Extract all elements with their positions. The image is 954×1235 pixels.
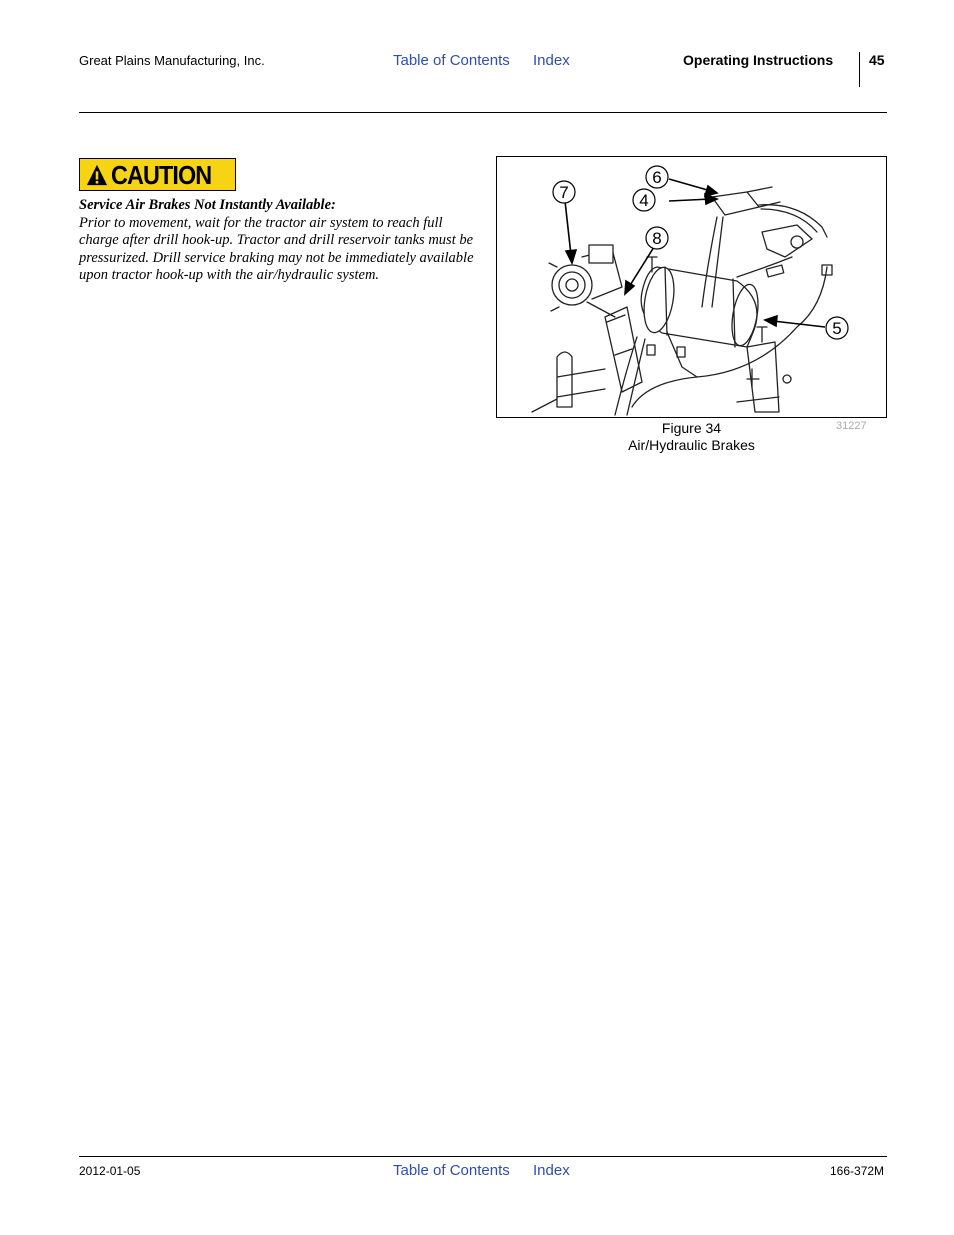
header-divider <box>859 52 860 87</box>
caution-word: CAUTION <box>111 159 212 190</box>
caution-message <box>79 197 474 285</box>
caution-title: Service Air Brakes Not Instantly Available: <box>79 197 336 213</box>
callout-7: 7 <box>559 183 569 202</box>
footer-doc-number: 166-372M <box>830 1164 885 1178</box>
footer-toc-link[interactable]: Table of Contents <box>393 1162 510 1179</box>
brake-system-drawing <box>497 157 886 417</box>
footer-date: 2012-01-05 <box>79 1164 141 1178</box>
figure-illustration <box>496 156 887 418</box>
callout-5: 5 <box>832 319 842 338</box>
header-rule <box>79 112 887 113</box>
figure-number: Figure 34 <box>661 420 722 436</box>
callout-8: 8 <box>652 229 662 248</box>
callout-6: 6 <box>652 168 662 187</box>
footer-index-link[interactable]: Index <box>533 1162 570 1179</box>
warning-triangle-icon <box>86 164 108 186</box>
callout-4: 4 <box>639 191 649 210</box>
caution-label <box>79 158 236 191</box>
page-number: 45 <box>869 52 885 68</box>
company-name: Great Plains Manufacturing, Inc. <box>79 53 265 68</box>
header-toc-link[interactable]: Table of Contents <box>393 52 510 69</box>
footer-rule <box>79 1156 887 1157</box>
figure-caption: Air/Hydraulic Brakes <box>628 437 755 453</box>
header-index-link[interactable]: Index <box>533 52 570 69</box>
caution-body: Prior to movement, wait for the tractor air system to reach full charge after drill hook-up. Tractor and drill reservoir tanks must be pressurized. Drill service braking may not be immediately available upon tractor hook-up with the air/hydraulic system. <box>79 214 474 283</box>
section-title: Operating Instructions <box>683 52 834 68</box>
figure-image-code: 31227 <box>836 420 867 432</box>
